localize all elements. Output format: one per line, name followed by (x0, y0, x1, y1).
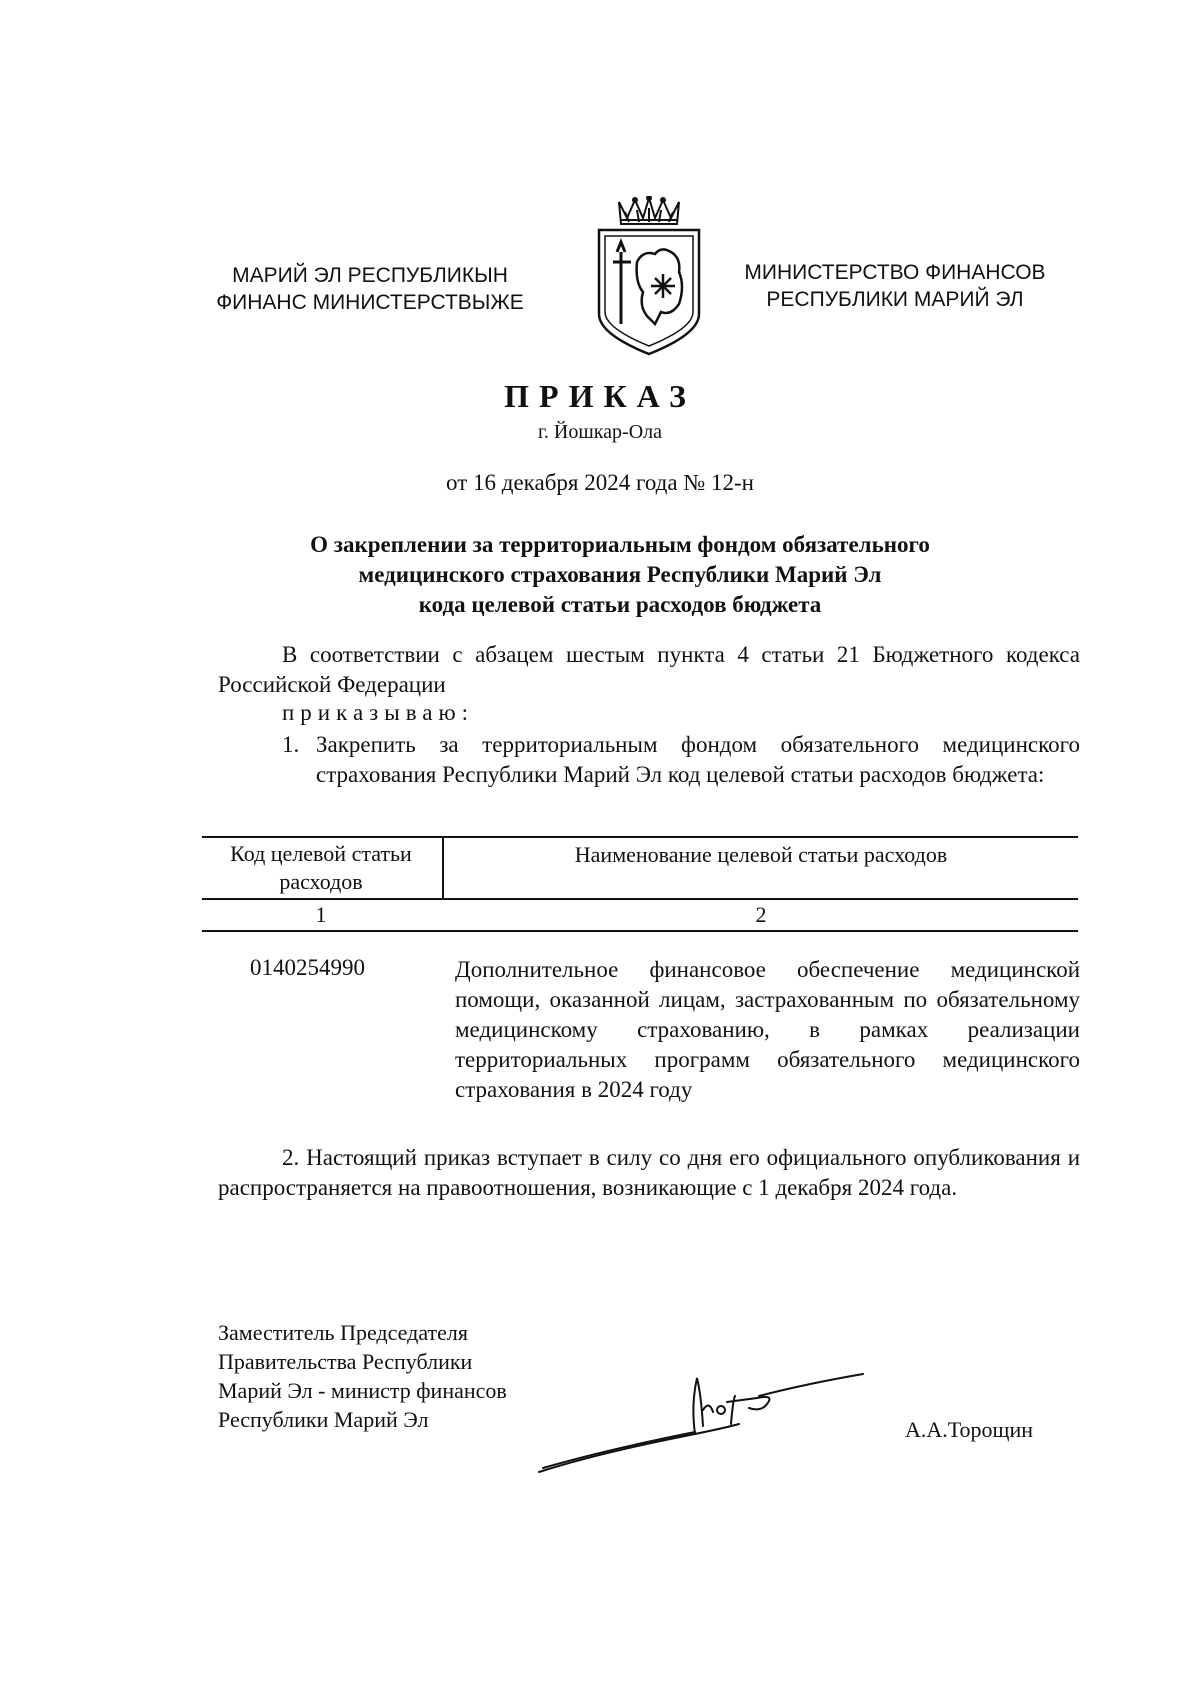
document-subject (200, 530, 1040, 620)
order-item-1-text: Закрепить за территориальным фондом обязательного медицинского страхования Республики Марий Эл код целевой статьи расходов бюджета: (316, 732, 1080, 787)
command-word: приказываю: (282, 700, 475, 725)
coat-of-arms-icon (591, 196, 707, 356)
code-table (202, 836, 1078, 932)
table-header-name: Наименование целевой статьи расходов (574, 842, 948, 867)
signer-title-line-3: Марий Эл - министр финансов (218, 1378, 507, 1403)
ministry-name-russian-line1: МИНИСТЕРСТВО ФИНАНСОВ (744, 261, 1046, 284)
table-top-rule (202, 836, 1078, 838)
ministry-name-mari (190, 262, 550, 316)
table-row-name: Дополнительное финансовое обеспечение медицинской помощи, оказанной лицам, застрахованным по обязательному медицинскому страхованию, в рамках реализации территориальных программ обязательного медицинского страхования в 2024 году (455, 957, 1080, 1102)
table-header-rule (202, 898, 1078, 900)
ministry-name-mari-line1: МАРИЙ ЭЛ РЕСПУБЛИКЫН (232, 264, 508, 287)
subject-line-2: медицинского страхования Республики Марий Эл (358, 562, 882, 587)
signer-title-line-1: Заместитель Председателя (218, 1320, 468, 1345)
table-row-code: 0140254990 (250, 955, 365, 980)
document-city: г. Йошкар-Ола (537, 421, 663, 443)
table-header-code: Код целевой статьи расходов (230, 841, 412, 894)
order-item-1-number: 1. (282, 732, 300, 757)
ministry-name-russian-line2: РЕСПУБЛИКИ МАРИЙ ЭЛ (766, 288, 1024, 311)
order-item-2: 2. Настоящий приказ вступает в силу со дня его официального опубликования и распространяется на правоотношения, возникающие с 1 декабря 2024 года. (218, 1145, 1080, 1200)
table-column-number-2: 2 (755, 902, 767, 927)
preamble-paragraph: В соответствии с абзацем шестым пункта 4 статьи 21 Бюджетного кодекса Российской Федерации (218, 642, 1080, 697)
order-item-1 (282, 730, 1080, 790)
ministry-name-mari-line2: ФИНАНС МИНИСТЕРСТВЫЖЕ (216, 291, 524, 314)
signer-title-line-4: Республики Марий Эл (218, 1407, 429, 1432)
signer-name: А.А.Торощин (905, 1417, 1034, 1442)
table-column-number-1: 1 (315, 902, 327, 927)
subject-line-3: кода целевой статьи расходов бюджета (418, 592, 822, 617)
subject-line-1: О закреплении за территориальным фондом обязательного (310, 532, 930, 557)
signer-title (218, 1318, 507, 1434)
table-numbers-rule (202, 930, 1078, 932)
document-type-title: ПРИКАЗ (504, 378, 696, 414)
document-date-number: от 16 декабря 2024 года № 12-н (446, 470, 754, 495)
ministry-name-russian (725, 259, 1065, 313)
handwritten-signature-icon (535, 1370, 865, 1480)
signer-title-line-2: Правительства Республики (218, 1349, 473, 1374)
